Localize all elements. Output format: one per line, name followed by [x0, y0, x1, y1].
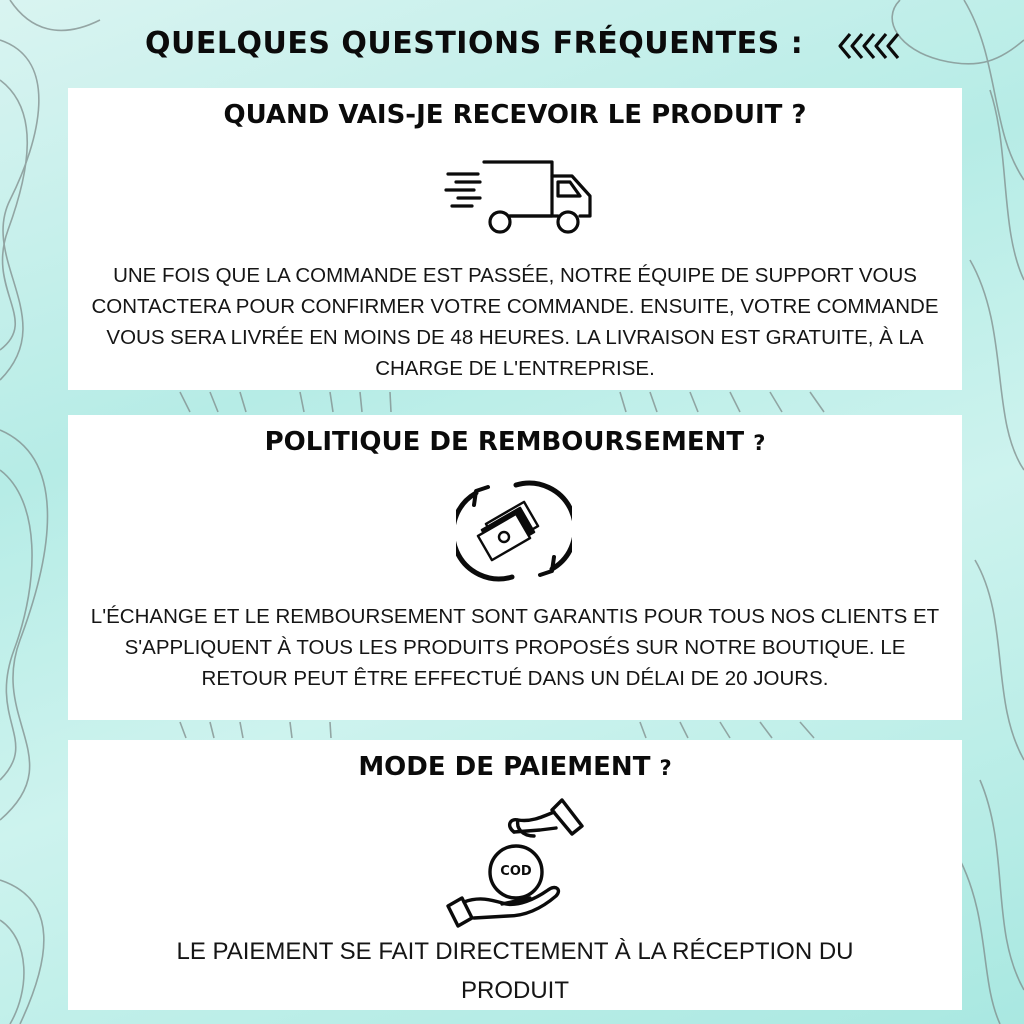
header — [0, 18, 1024, 74]
hands-coin-icon — [444, 796, 592, 928]
faq-question-refund-text: POLITIQUE DE REMBOURSEMENT — [264, 427, 745, 457]
faq-question-payment — [68, 752, 962, 782]
coin-label: COD — [500, 864, 532, 879]
cash-on-delivery-icon — [444, 796, 592, 928]
faq-card-delivery — [68, 88, 962, 390]
faq-answer-payment: LE PAIEMENT SE FAIT DIRECTEMENT À LA RÉCEPTION DU PRODUIT — [176, 938, 854, 1004]
faq-question-payment-text: MODE DE PAIEMENT — [358, 752, 651, 782]
question-mark: ? — [659, 756, 672, 780]
page-title: QUELQUES QUESTIONS FRÉQUENTES : — [145, 26, 804, 61]
faq-answer-refund: L'ÉCHANGE ET LE REMBOURSEMENT SONT GARANTIS POUR TOUS NOS CLIENTS ET S'APPLIQUENT À TOUS LES PRODUITS PROPOSÉS SUR NOTRE BOUTIQUE. LE RETOUR PEUT ÊTRE EFFECTUÉ DANS UN DÉLAI DE 20 JOURS. — [90, 605, 940, 690]
faq-card-payment — [68, 740, 962, 1010]
faq-answer-delivery: UNE FOIS QUE LA COMMANDE EST PASSÉE, NOTRE ÉQUIPE DE SUPPORT VOUS CONTACTERA POUR CONFIRMER VOTRE COMMANDE. ENSUITE, VOTRE COMMANDE VOUS SERA LIVRÉE EN MOINS DE 48 HEURES. LA LIVRAISON EST GRATUITE, À LA CHARGE DE L'ENTREPRISE. — [91, 264, 939, 380]
faq-question-refund — [68, 427, 962, 457]
delivery-truck-icon — [444, 158, 596, 240]
faq-question-delivery: QUAND VAIS-JE RECEVOIR LE PRODUIT ? — [223, 100, 807, 130]
double-chevron-left-icon — [836, 30, 900, 62]
question-mark: ? — [753, 431, 766, 455]
money-refund-icon — [456, 479, 572, 583]
faq-card-refund — [68, 415, 962, 720]
